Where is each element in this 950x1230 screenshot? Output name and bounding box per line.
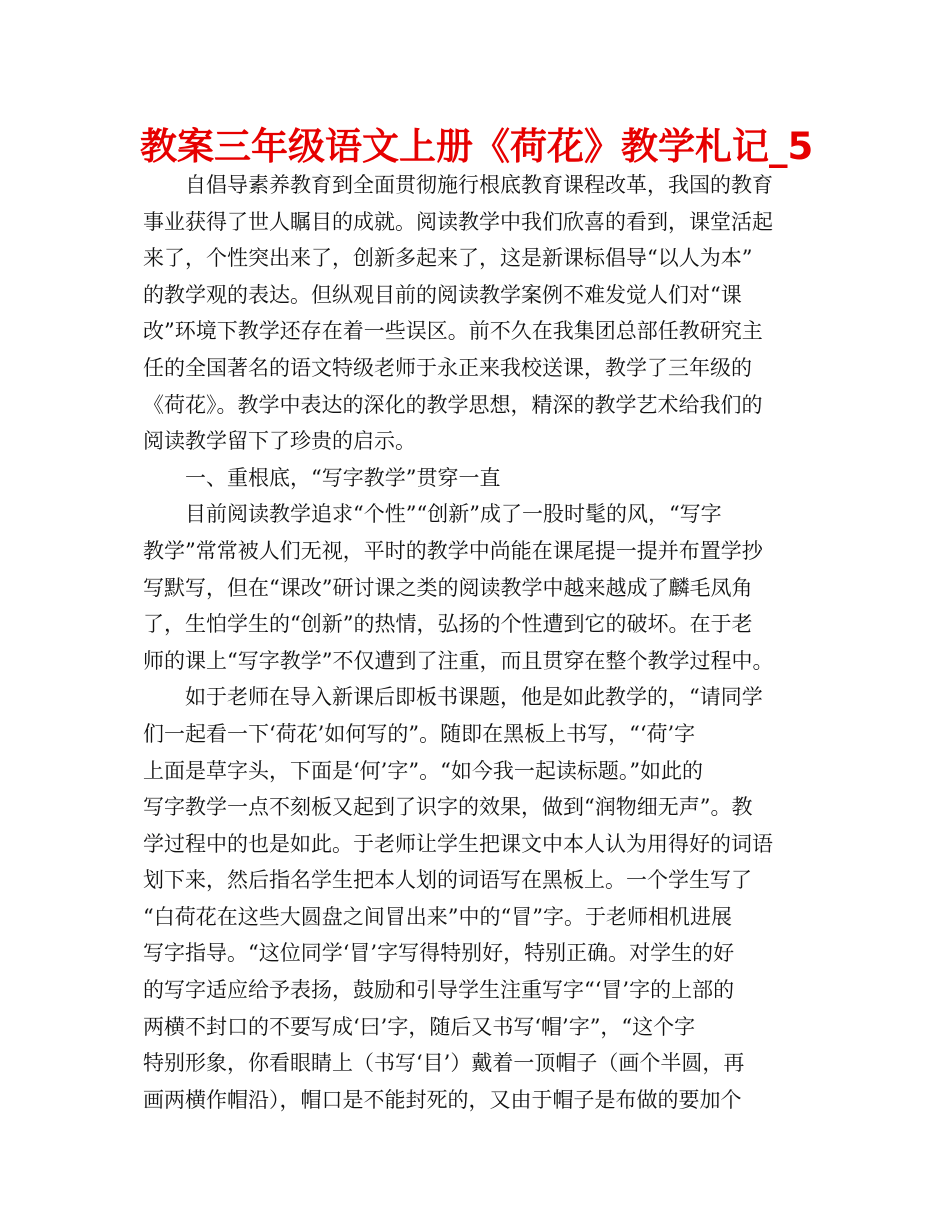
text-line: 划下来，然后指名学生把本人划的词语写在黑板上。一个学生写了 [143, 868, 752, 893]
text-line: 任的全国著名的语文特级老师于永正来我校送课，教学了三年级的 [143, 355, 752, 380]
text-line: 上面是草字头，下面是‘何’字”。“如今我一起读标题。”如此的 [143, 758, 704, 783]
text-line: 写默写，但在“课改”研讨课之类的阅读教学中越来越成了麟毛凤角 [143, 575, 753, 600]
text-line: 的写字适应给予表扬，鼓励和引导学生注重写字“‘冒’字的上部的 [143, 978, 735, 1003]
paragraph [143, 679, 815, 1118]
text-line: 如于老师在导入新课后即板书课题，他是如此教学的，“请同学 [185, 685, 763, 710]
text-line: 学过程中的也是如此。于老师让学生把课文中本人认为用得好的词语 [143, 831, 773, 856]
text-line: 事业获得了世人瞩目的成就。阅读教学中我们欣喜的看到，课堂活起 [143, 209, 773, 234]
text-line: 一、重根底，“写字教学”贯穿一直 [185, 465, 501, 490]
text-line: 教学”常常被人们无视，平时的教学中尚能在课尾提一提并布置学抄 [143, 538, 763, 563]
text-line: 写字指导。“这位同学‘冒’字写得特别好，特别正确。对学生的好 [143, 941, 735, 966]
document-body [143, 167, 815, 1118]
document-title: 教案三年级语文上册《荷花》教学札记_5 [140, 125, 814, 168]
paragraph [143, 167, 815, 460]
text-line: 师的课上“写字教学”不仅遭到了注重，而且贯穿在整个教学过程中。 [143, 648, 774, 673]
text-line: 特别形象，你看眼睛上（书写‘目’）戴着一顶帽子（画个半圆，再 [143, 1051, 745, 1076]
text-line: 两横不封口的不要写成‘曰’字，随后又书写‘帽’字”，“这个字 [143, 1014, 696, 1039]
paragraph [143, 460, 815, 497]
text-line: 画两横作帽沿），帽口是不能封死的，又由于帽子是布做的要加个 [143, 1087, 742, 1112]
text-line: 的教学观的表达。但纵观目前的阅读教学案例不难发觉人们对“课 [143, 282, 742, 307]
text-line: 们一起看一下‘荷花’如何写的”。随即在黑板上书写，“‘荷’字 [143, 721, 696, 746]
text-line: “白荷花在这些大圆盘之间冒出来”中的“冒”字。于老师相机进展 [143, 904, 732, 929]
text-line: 来了，个性突出来了，创新多起来了，这是新课标倡导“以人为本” [143, 246, 753, 271]
text-line: 目前阅读教学追求“个性”“创新”成了一股时髦的风，“写字 [185, 502, 722, 527]
text-line: 《荷花》。教学中表达的深化的教学思想，精深的教学艺术给我们的 [143, 392, 763, 417]
text-line: 自倡导素养教育到全面贯彻施行根底教育课程改革，我国的教育 [185, 173, 773, 197]
text-line: 阅读教学留下了珍贵的启示。 [143, 429, 416, 454]
text-line: 改”环境下教学还存在着一些误区。前不久在我集团总部任教研究主 [143, 319, 763, 344]
text-line: 了，生怕学生的“创新”的热情，弘扬的个性遭到它的破坏。在于老 [143, 612, 753, 637]
paragraph [143, 496, 815, 679]
text-line: 写字教学一点不刻板又起到了识字的效果，做到“润物细无声”。教 [143, 795, 753, 820]
